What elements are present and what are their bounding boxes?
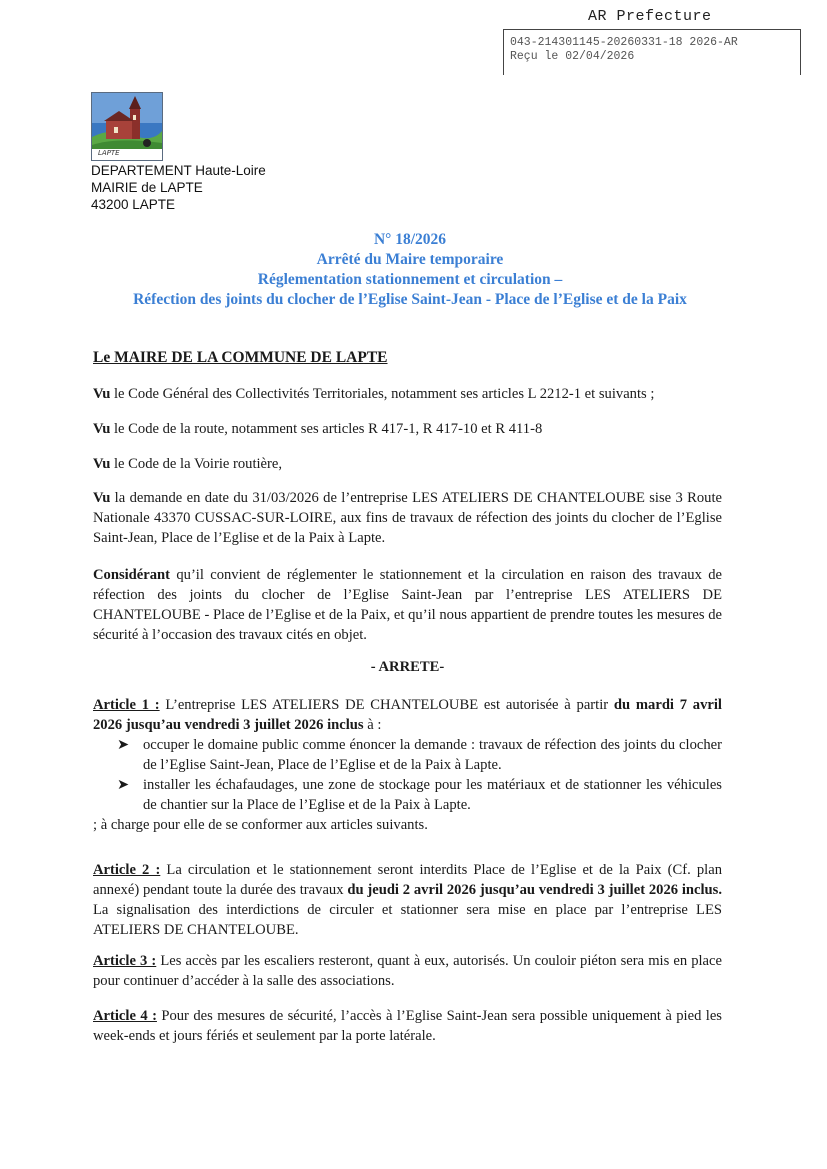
stamp-title: AR Prefecture: [588, 8, 712, 25]
considerant-label: Considérant: [93, 567, 171, 583]
decree-detail: Réfection des joints du clocher de l’Eglise Saint-Jean - Place de l’Eglise et de la Paix: [133, 291, 687, 308]
decree-type: Arrêté du Maire temporaire: [316, 251, 504, 268]
mayor-heading: Le MAIRE DE LA COMMUNE DE LAPTE: [93, 349, 388, 366]
list-item: [93, 735, 722, 775]
article-2: [93, 860, 722, 940]
article-1-text-end: à :: [363, 717, 382, 733]
department-header: [91, 162, 266, 213]
article-1-text: L’entreprise LES ATELIERS DE CHANTELOUBE est autorisée à partir: [159, 697, 614, 713]
vu-label: Vu: [93, 490, 111, 506]
logo-caption: LAPTE: [98, 149, 120, 157]
decree-subject: Réglementation stationnement et circulation –: [257, 271, 563, 288]
stamp-box: [503, 29, 801, 75]
article-3: [93, 951, 722, 991]
list-item: [93, 775, 722, 815]
church-landscape-logo: [91, 92, 163, 161]
article-4: [93, 1006, 722, 1046]
article-4-label: Article 4 :: [93, 1008, 157, 1024]
vu-label: Vu: [93, 456, 111, 472]
decree-number: N° 18/2026: [373, 231, 447, 248]
article-2-text: La circulation et le stationnement seront interdits Place de l’Eglise et de la Paix (Cf. plan annexé) pendant toute la durée des travaux: [93, 862, 722, 898]
stamp-reference: 043-214301145-20260331-18 2026-AR: [510, 36, 738, 49]
vu-label: Vu: [93, 421, 111, 437]
vu-clause-3: [93, 454, 722, 474]
article-1: [93, 695, 722, 835]
arrow-bullet-icon: ➤: [117, 737, 130, 753]
vu-clause-2: [93, 419, 722, 439]
vu-clause-4: [93, 488, 722, 548]
bullet-text: installer les échafaudages, une zone de stockage pour les matériaux et de stationner les véhicules de chantier sur la Place de l’Eglise et de la Paix à Lapte.: [143, 777, 722, 813]
vu-text: la demande en date du 31/03/2026 de l’entreprise LES ATELIERS DE CHANTELOUBE sise 3 Route Nationale 43370 CUSSAC-SUR-LOIRE, aux fins de travaux de réfection des joints du clocher de l’Eglise Saint-Jean, Place de l’Eglise et de la Paix à Lapte.: [93, 490, 722, 546]
arrow-bullet-icon: ➤: [117, 777, 130, 793]
article-1-label: Article 1 :: [93, 697, 160, 713]
department-name: DEPARTEMENT Haute-Loire: [91, 163, 266, 178]
vu-text: le Code de la Voirie routière,: [110, 456, 283, 472]
decree-titles: [60, 230, 760, 310]
stamp-received-date: Reçu le 02/04/2026: [510, 50, 635, 63]
considerant-text: qu’il convient de réglementer le stationnement et la circulation en raison des travaux de réfection des joints du clocher de l’Eglise Saint-Jean par l’entreprise LES ATELIERS DE CHANTELOUBE - Place de l’Eglise et de la Paix, et qu’il nous appartient de prendre toutes les mesures de sécurité à l’occasion des travaux cités en objet.: [93, 567, 722, 643]
vu-text: le Code de la route, notamment ses articles R 417-1, R 417-10 et R 411-8: [110, 421, 543, 437]
article-1-dates: du mardi 7 avril 2026 jusqu’au vendredi 3 juillet 2026 inclus: [93, 697, 722, 733]
article-3-label: Article 3 :: [93, 953, 157, 969]
article-2-label: Article 2 :: [93, 862, 161, 878]
article-2-dates: du jeudi 2 avril 2026 jusqu’au vendredi 3 juillet 2026 inclus.: [347, 882, 722, 898]
mairie-name: MAIRIE de LAPTE: [91, 180, 203, 195]
bullet-text: occuper le domaine public comme énoncer la demande : travaux de réfection des joints du clocher de l’Eglise Saint-Jean, Place de l’Eglise et de la Paix à Lapte.: [143, 737, 722, 773]
article-1-after: ; à charge pour elle de se conformer aux articles suivants.: [93, 817, 428, 833]
vu-text: le Code Général des Collectivités Territoriales, notamment ses articles L 2212-1 et suivants ;: [110, 386, 655, 402]
postal-address: 43200 LAPTE: [91, 197, 176, 212]
article-2-text-end: La signalisation des interdictions de circuler et stationner sera mise en place par l’entreprise LES ATELIERS DE CHANTELOUBE.: [93, 902, 722, 938]
vu-clause-1: [93, 384, 722, 404]
article-3-text: Les accès par les escaliers resteront, quant à eux, autorisés. Un couloir piéton sera mis en place pour continuer d’accéder à la salle des associations.: [93, 953, 722, 989]
considerant-clause: [93, 565, 722, 645]
arrete-heading: - ARRETE-: [370, 659, 445, 675]
vu-label: Vu: [93, 386, 111, 402]
article-4-text: Pour des mesures de sécurité, l’accès à l’Eglise Saint-Jean sera possible uniquement à pied les week-ends et jours fériés et seulement par la porte latérale.: [93, 1008, 722, 1044]
article-1-bullets: [93, 735, 722, 815]
